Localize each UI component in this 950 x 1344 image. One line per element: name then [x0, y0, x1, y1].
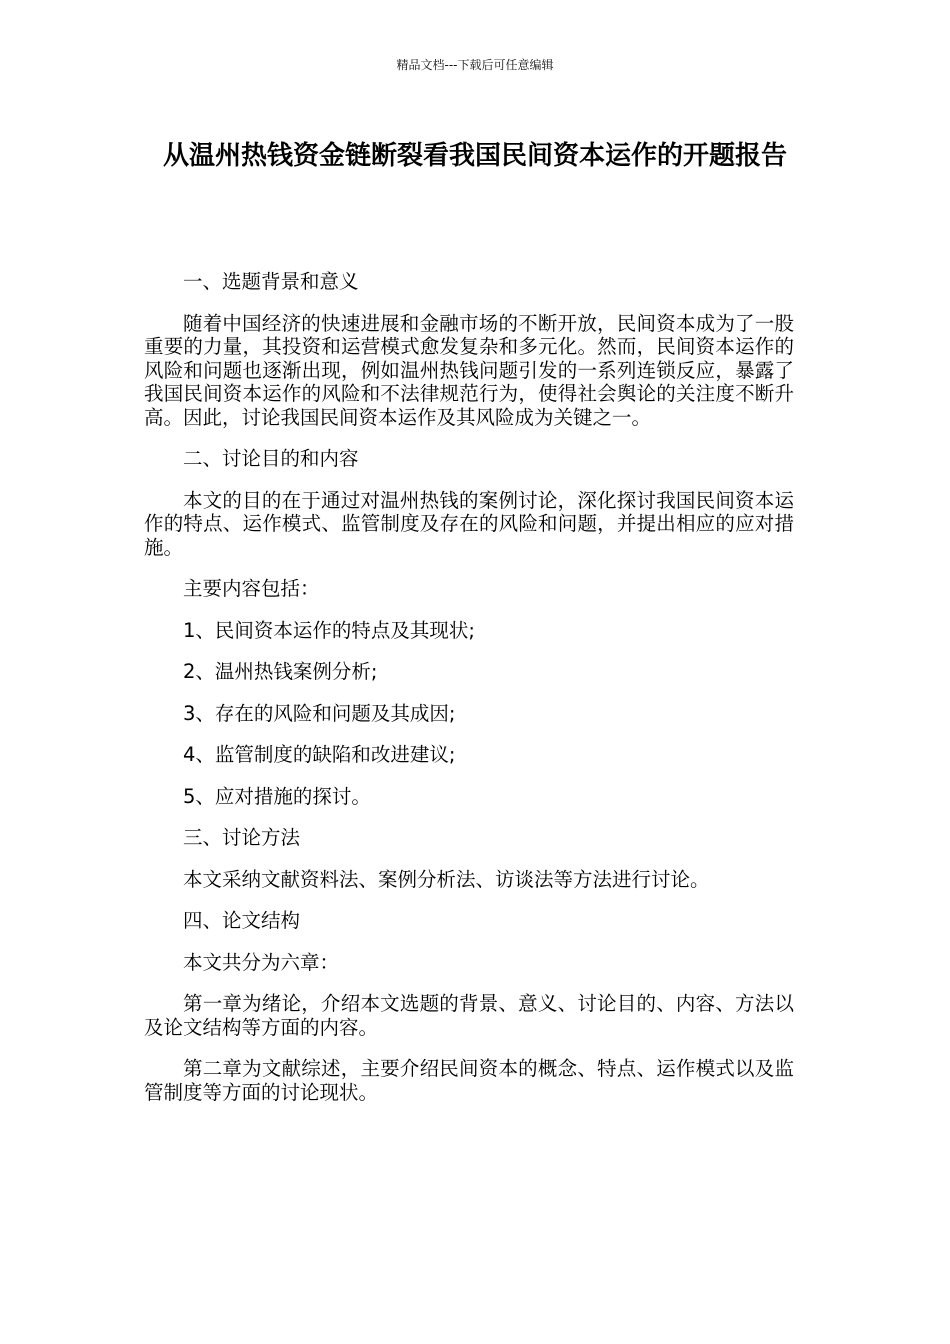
list-item: 1、民间资本运作的特点及其现状;: [183, 618, 475, 642]
document-body: [144, 270, 794, 1122]
paragraph-background: 随着中国经济的快速进展和金融市场的不断开放，民间资本成为了一股重要的力量，其投资和运营模式愈发复杂和多元化。然而，民间资本运作的风险和问题也逐渐出现，例如温州热钱问题引发的一系列连锁反应，暴露了我国民间资本运作的风险和不法律规范行为，使得社会舆论的关注度不断升高。因此，讨论我国民间资本运作及其风险成为关键之一。: [144, 311, 794, 429]
document-title: 从温州热钱资金链断裂看我国民间资本运作的开题报告: [162, 141, 787, 171]
list-item: 4、监管制度的缺陷和改进建议;: [183, 743, 456, 766]
paragraph-method: 本文采纳文献资料法、案例分析法、访谈法等方法进行讨论。: [183, 867, 710, 891]
list-item: 2、温州热钱案例分析;: [183, 660, 378, 683]
paragraph-chapter-two: 第二章为文献综述，主要介绍民间资本的概念、特点、运作模式以及监管制度等方面的讨论现状。: [144, 1057, 794, 1104]
section-heading-purpose: 二、讨论目的和内容: [183, 447, 359, 470]
paragraph-chapter-one: 第一章为绪论，介绍本文选题的背景、意义、讨论目的、内容、方法以及论文结构等方面的内容。: [144, 992, 794, 1039]
paragraph-structure-intro: 本文共分为六章：: [183, 950, 340, 974]
page-header: 精品文档---下载后可任意编辑: [396, 58, 554, 72]
section-heading-method: 三、讨论方法: [183, 826, 301, 849]
paragraph-purpose: 本文的目的在于通过对温州热钱的案例讨论，深化探讨我国民间资本运作的特点、运作模式、监管制度及存在的风险和问题，并提出相应的应对措施。: [144, 488, 794, 559]
list-item: 3、存在的风险和问题及其成因;: [183, 701, 456, 725]
section-heading-background: 一、选题背景和意义: [183, 270, 359, 293]
paragraph-main-content-intro: 主要内容包括：: [183, 577, 320, 600]
list-item: 5、应对措施的探讨。: [183, 784, 371, 808]
section-heading-structure: 四、论文结构: [183, 909, 301, 932]
